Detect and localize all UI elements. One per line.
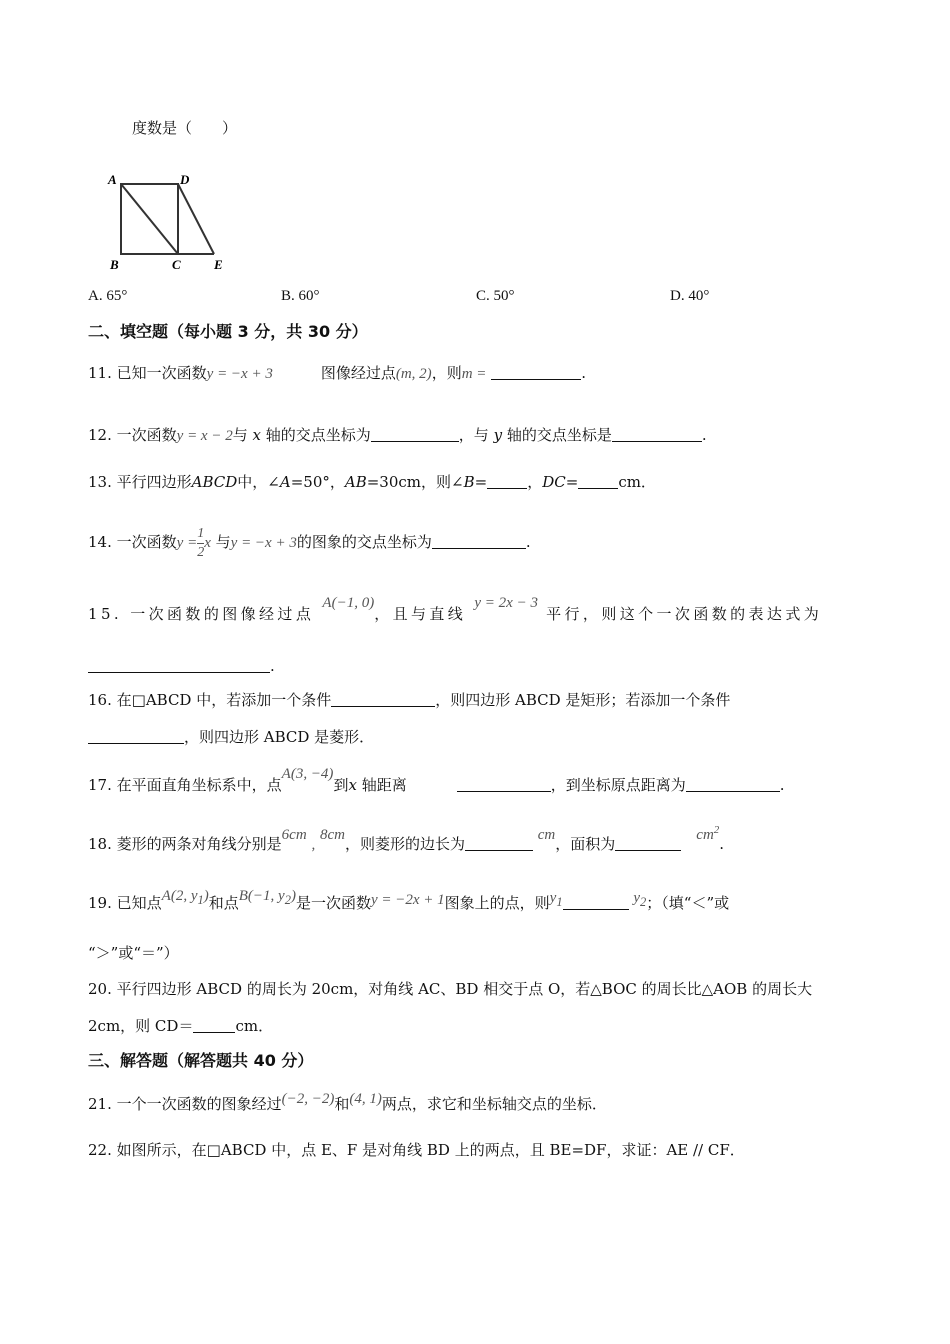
question-16-line-2: ，则四边形 ABCD 是菱形． xyxy=(88,727,374,747)
question-14: 14. 一次函数y = $\frac{1}{2}$ x 与y = −x + 3的图象的交点坐标为 . xyxy=(88,525,531,560)
figure-label-d: D xyxy=(180,172,190,187)
q11-equation: y = −x + 3 xyxy=(206,366,273,382)
question-22: 22. 如图所示，在□ABCD 中，点 E、F 是对角线 BD 上的两点，且 BE=DF，求证：AE // CF． xyxy=(88,1141,745,1159)
question-18: 18. 菱形的两条对角线分别是6cm , 8cm，则菱形的边长为 cm，面积为 $cm^2$. xyxy=(88,824,725,853)
figure-label-b: B xyxy=(110,257,119,272)
question-15-answer-line: . xyxy=(88,656,275,676)
option-d: D. 40° xyxy=(670,288,710,304)
question-16: 16. 在□ABCD 中，若添加一个条件 ，则四边形 ABCD 是矩形；若添加一个条件 xyxy=(88,691,731,709)
question-17: 17. 在平面直角坐标系中，点A(3, −4)到x 轴距离 ，到坐标原点距离为 . xyxy=(88,766,785,794)
question-15: 15. 一次函数的图像经过点 A(−1, 0)，且与直线 y = 2x − 3 平行，则这个一次函数的表达式为 xyxy=(88,595,823,623)
option-b: B. 60° xyxy=(281,288,320,304)
section-2-title: 二、填空题（每小题 3 分，共 30 分） xyxy=(88,322,368,341)
question-13: 13. 平行四边形ABCD中，∠A=50°，AB=30cm，则∠B= ，DC= cm． xyxy=(88,473,656,491)
question-19-line-2: “＞”或“＝”） xyxy=(88,944,179,962)
option-c: C. 50° xyxy=(476,288,515,304)
question-11: 11. 已知一次函数y = −x + 3 图像经过点(m, 2)，则m = . xyxy=(88,364,586,382)
question-20-line-2: 2cm，则 CD＝ cm． xyxy=(88,1017,274,1035)
question-21: 21. 一个一次函数的图象经过(−2, −2)和(4, 1)两点，求它和坐标轴交点的坐标． xyxy=(88,1091,607,1113)
question-10-tail: 度数是（ ） xyxy=(132,119,238,137)
figure-label-e: E xyxy=(214,257,223,272)
question-19: 19. 已知点A(2, $y_1$)和点B(−1, $y_2$)是一次函数y = −2x + 1图象上的点，则$y_1$ $y_2$；（填“＜”或 xyxy=(88,888,730,912)
figure-label-a: A xyxy=(108,172,117,187)
option-a: A. 65° xyxy=(88,288,128,304)
figure-label-c: C xyxy=(172,257,181,272)
section-3-title: 三、解答题（解答题共 40 分） xyxy=(88,1051,314,1070)
question-12: 12. 一次函数y = x − 2与 x 轴的交点坐标为 ，与 y 轴的交点坐标是 . xyxy=(88,426,707,444)
parallelogram-figure xyxy=(100,168,240,276)
question-20: 20. 平行四边形 ABCD 的周长为 20cm，对角线 AC、BD 相交于点 O，若△BOC 的周长比△AOB 的周长大 xyxy=(88,980,813,998)
